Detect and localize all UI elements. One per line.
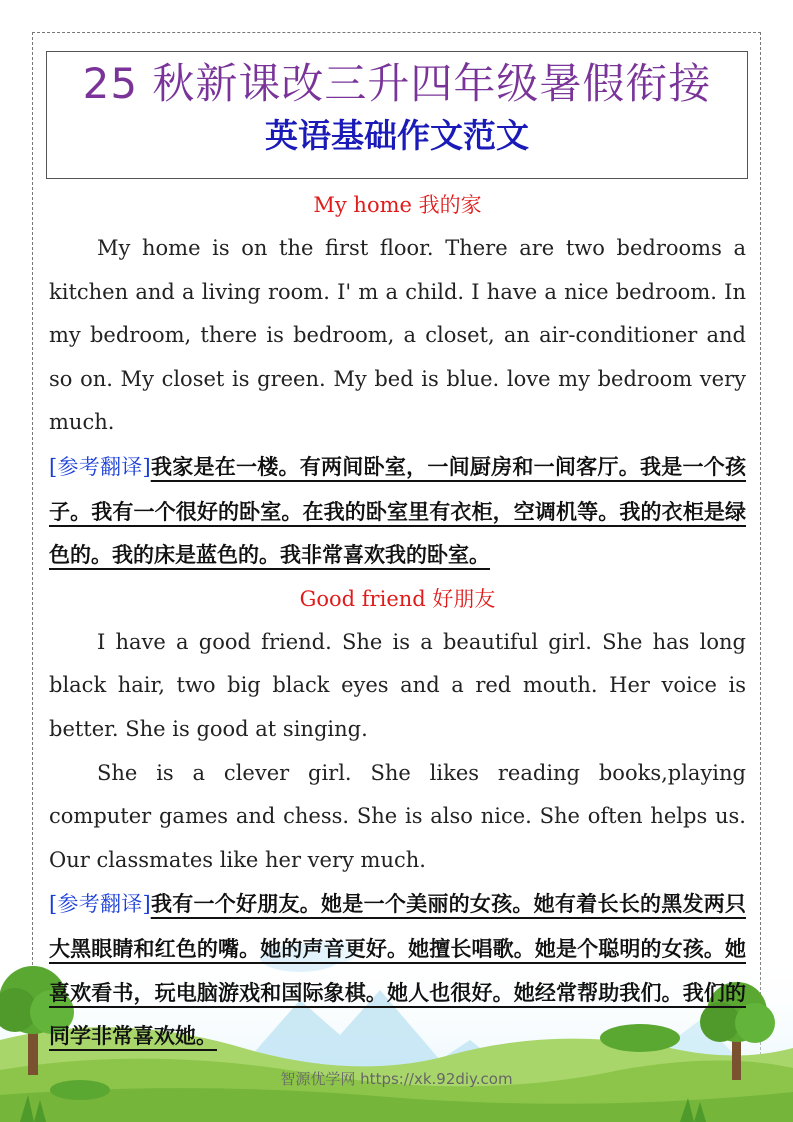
essay-paragraph: My home is on the first floor. There are two bedrooms a kitchen and a living room. I' m a child. I have a nice bedroom. In my bedroom, there is bedroom, a closet, an air-conditioner and so on. My closet is green. My bed is blue. love my bedroom very much. (49, 236, 746, 435)
sub-title: 英语基础作文范文 (265, 116, 529, 155)
translation-text: 我有一个好朋友。她是一个美丽的女孩。她有着长长的黑发两只大黑眼睛和红色的嘴。她的声音更好。她擅长唱歌。她是个聪明的女孩。她喜欢看书，玩电脑游戏和国际象棋。她人也很好。她经常帮助我们。我们的同学非常喜欢她。 (49, 891, 747, 1049)
content-area (49, 183, 746, 1058)
essay-title-my-home: My home 我的家 (313, 193, 482, 217)
title-box (46, 51, 748, 179)
essay-paragraph: I have a good friend. She is a beautiful girl. She has long black hair, two big black eyes and a red mouth. Her voice is better. She is good at singing. (49, 629, 746, 741)
footer-watermark: 智源优学网 https://xk.92diy.com (280, 1070, 513, 1088)
translation-block (49, 882, 746, 1057)
translation-tag: [参考翻译] (49, 892, 151, 917)
essay-title-good-friend: Good friend 好朋友 (299, 586, 496, 611)
main-title: 25 秋新课改三升四年级暑假衔接 (82, 59, 712, 108)
translation-tag: [参考翻译] (49, 454, 151, 479)
translation-text: 我家是在一楼。有两间卧室，一间厨房和一间客厅。我是一个孩子。我有一个很好的卧室。在我的卧室里有衣柜，空调机等。我的衣柜是绿色的。我的床是蓝色的。我非常喜欢我的卧室。 (49, 453, 747, 568)
translation-block (49, 445, 746, 577)
essay-paragraph: She is a clever girl. She likes reading books,playing computer games and chess. She is also nice. She often helps us. Our classmates like her very much. (49, 760, 746, 872)
